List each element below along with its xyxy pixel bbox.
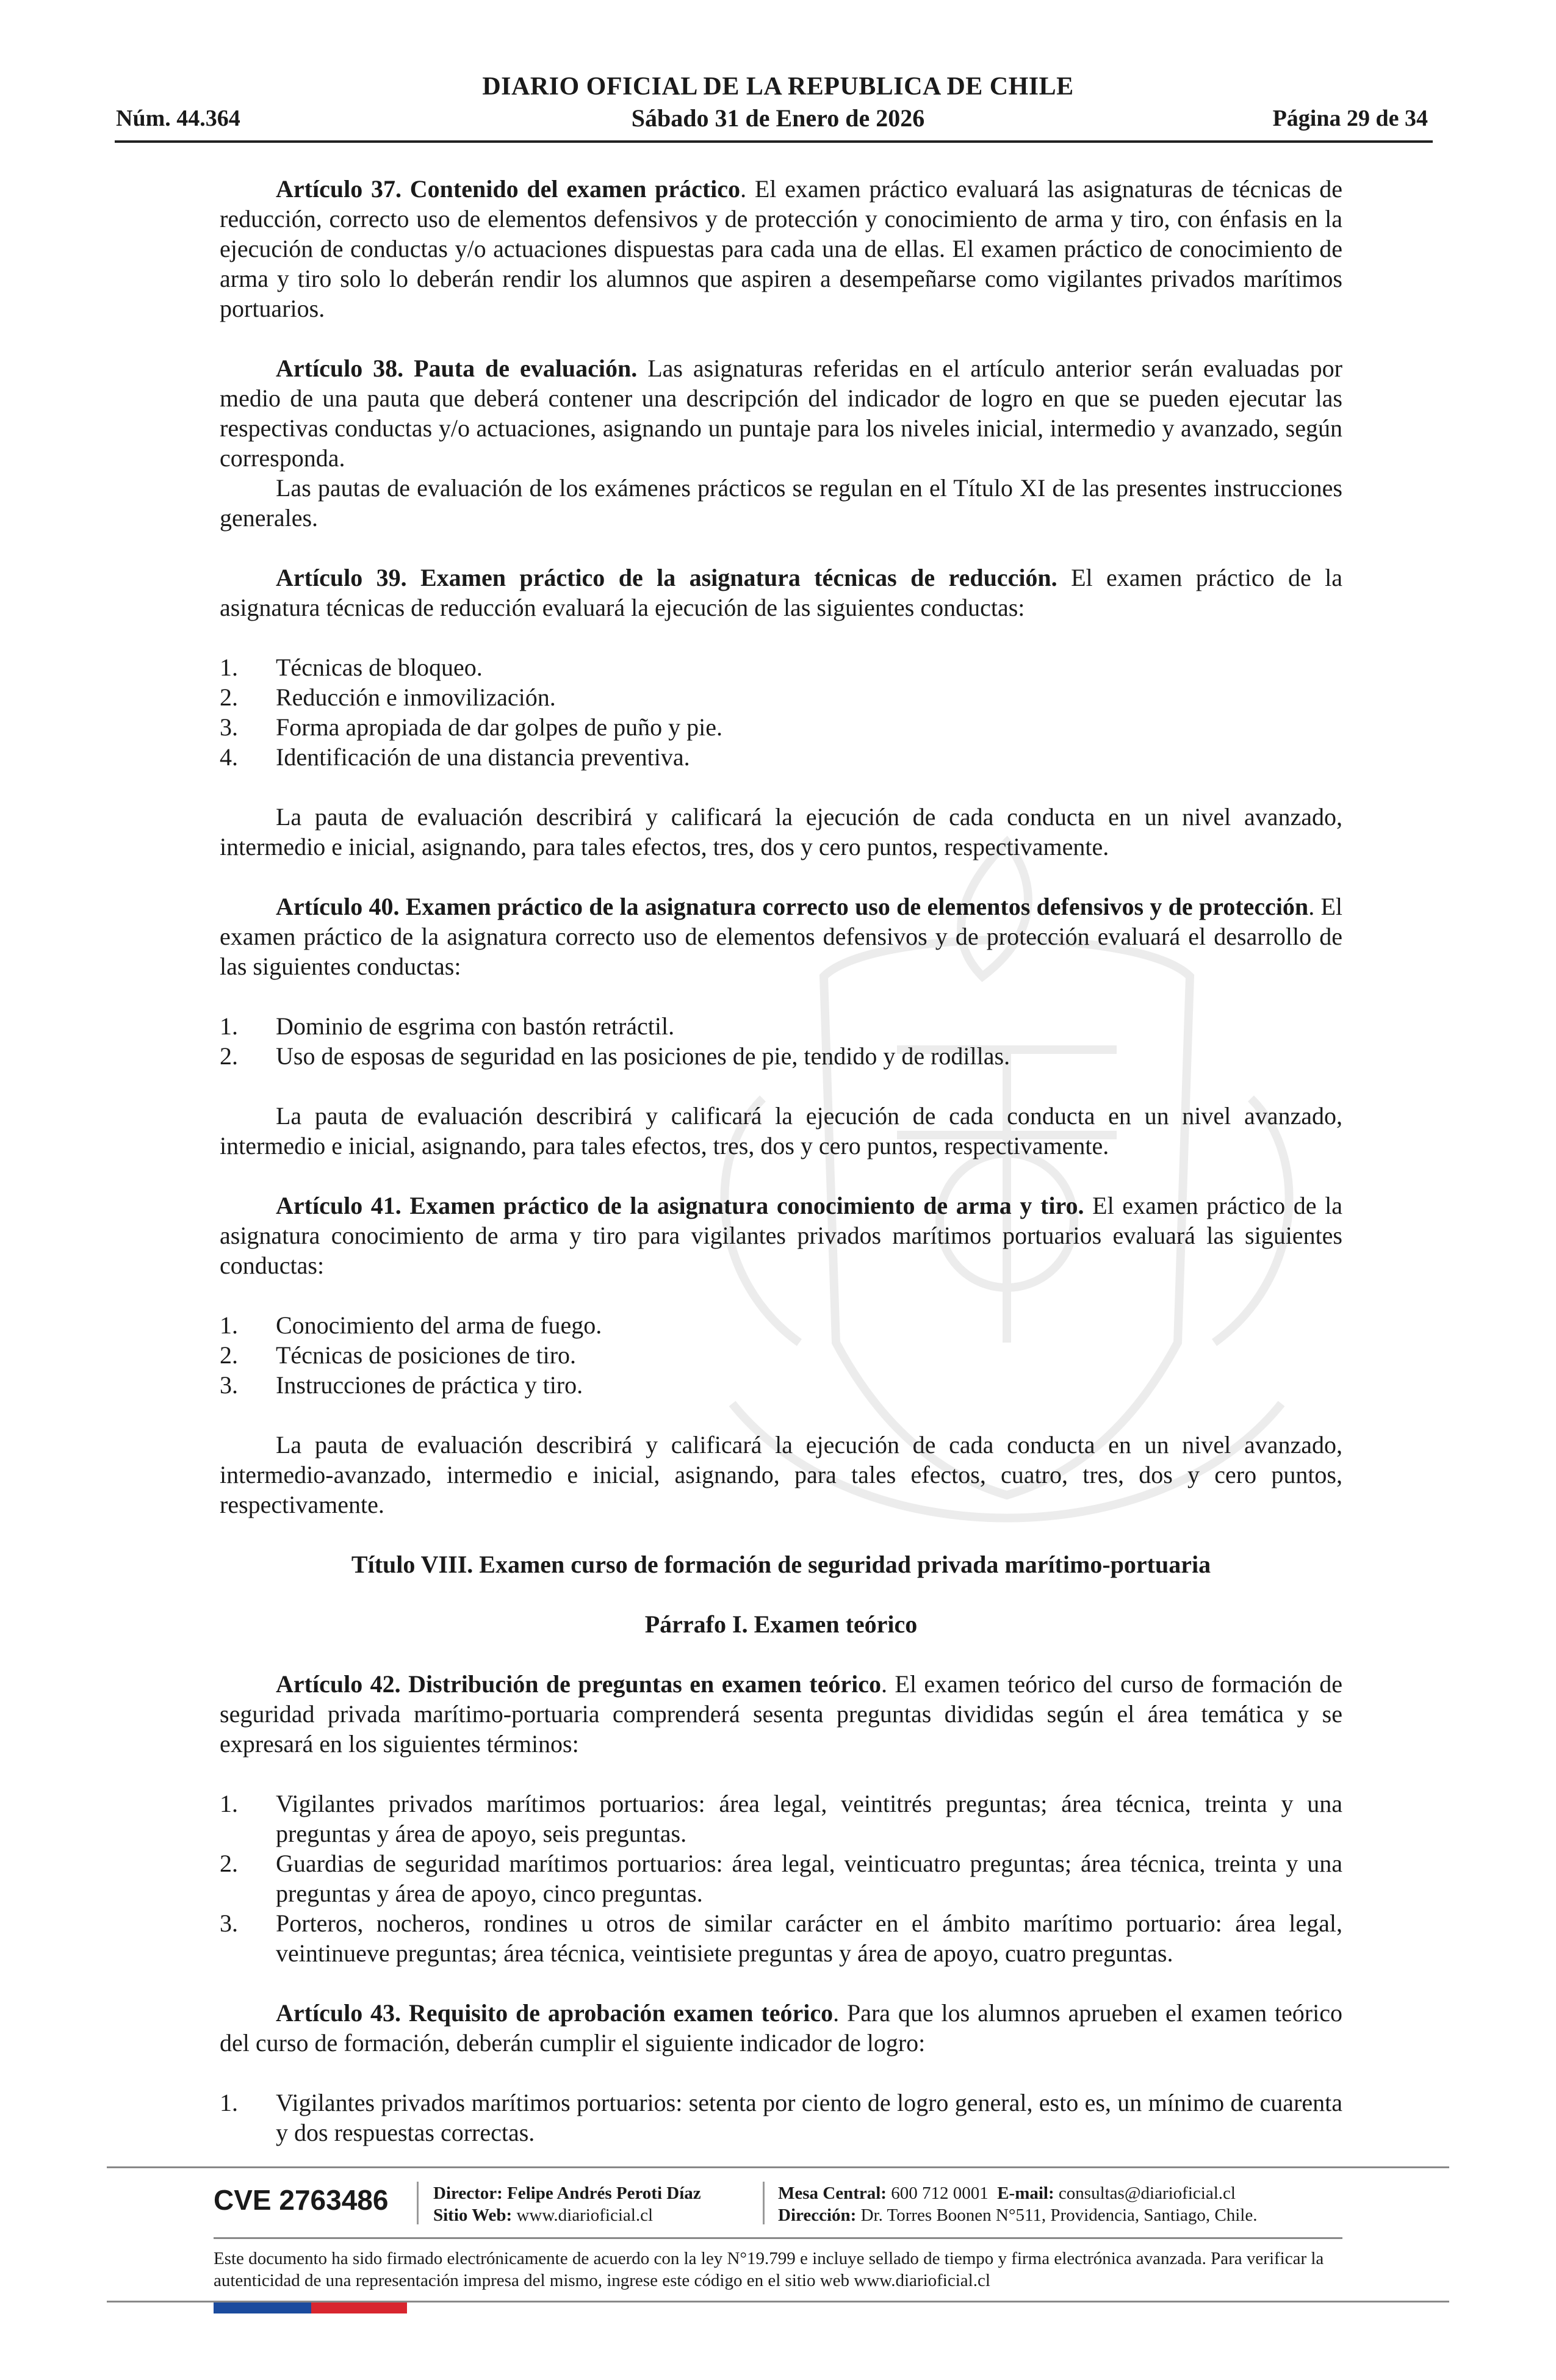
article-41-closing: La pauta de evaluación describirá y calificará la ejecución de cada conducta en un nivel avanzado, intermedio-avanzado, intermedio e inicial, asignando, para tales efectos, cuatro, tres, dos y cero puntos, respectivamente. — [220, 1431, 1342, 1518]
list-item — [220, 652, 1342, 682]
list-item — [220, 1908, 1342, 1968]
article-40-text: . El examen práctico de la asignatura correcto uso de elementos defensivos y de protección evaluará el desarrollo de las siguientes conductas: — [220, 893, 1343, 980]
article-42-list — [220, 1789, 1342, 1968]
list-item — [220, 1011, 1342, 1041]
list-number: 3. — [220, 713, 238, 741]
footer-director-block — [433, 2182, 701, 2226]
list-number: 1. — [220, 1311, 238, 1339]
list-number: 2. — [220, 1850, 238, 1877]
list-item — [220, 1370, 1342, 1400]
list-text: Reducción e inmovilización. — [276, 683, 556, 711]
article-40 — [220, 892, 1342, 981]
page-number: Página 29 de 34 — [1272, 106, 1428, 131]
document-body — [220, 174, 1342, 2147]
article-37-text: . El examen práctico evaluará las asignaturas de técnicas de reducción, correcto uso de elementos defensivos y de protección y conocimiento de arma y tiro, con énfasis en la ejecución de conductas y/o actuaciones dispuestas para cada una de ellas. El examen práctico de conocimiento de arma y tiro solo lo deberán rendir los alumnos que aspiren a desempeñarse como vigilantes privados marítimos portuarios. — [220, 175, 1342, 322]
article-41-heading: Artículo 41. Examen práctico de la asignatura conocimiento de arma y tiro. — [276, 1192, 1084, 1219]
article-42 — [220, 1669, 1342, 1759]
article-43-list — [220, 2088, 1342, 2147]
article-39-text: El examen práctico de la asignatura técnicas de reducción evaluará la ejecución de las siguientes conductas: — [220, 564, 1343, 621]
website-label: Sitio Web: — [433, 2205, 513, 2225]
list-text: Dominio de esgrima con bastón retráctil. — [276, 1012, 675, 1040]
list-text: Porteros, nocheros, rondines u otros de similar carácter en el ámbito marítimo portuario: área legal, veintinueve preguntas; área técnica, veintisiete preguntas y área de apoyo, cuatro preguntas. — [276, 1909, 1342, 1967]
address-value: Dr. Torres Boonen N°511, Providencia, Santiago, Chile. — [860, 2205, 1258, 2225]
article-39-closing: La pauta de evaluación describirá y calificará la ejecución de cada conducta en un nivel avanzado, intermedio e inicial, asignando, para tales efectos, tres, dos y cero puntos, respectivamente. — [220, 803, 1342, 860]
flag-stripe-blue — [214, 2302, 311, 2313]
email-link[interactable]: consultas@diarioficial.cl — [1058, 2183, 1236, 2203]
article-39-list — [220, 652, 1342, 772]
mesa-phone: 600 712 0001 — [891, 2183, 989, 2203]
list-item — [220, 1340, 1342, 1370]
list-number: 2. — [220, 683, 238, 711]
list-text: Guardias de seguridad marítimos portuarios: área legal, veinticuatro preguntas; área técnica, treinta y una preguntas y área de apoyo, cinco preguntas. — [276, 1850, 1342, 1907]
paragraph-i-heading: Párrafo I. Examen teórico — [644, 1610, 918, 1638]
article-41 — [220, 1191, 1342, 1280]
article-38-text2: Las pautas de evaluación de los exámenes prácticos se regulan en el Título XI de las presentes instrucciones generales. — [220, 474, 1342, 532]
list-number: 1. — [220, 654, 238, 681]
footer-contact-block — [778, 2182, 1257, 2226]
list-item — [220, 1041, 1342, 1071]
list-number: 3. — [220, 1909, 238, 1937]
list-item — [220, 2088, 1342, 2147]
list-text: Conocimiento del arma de fuego. — [276, 1311, 602, 1339]
article-39-heading: Artículo 39. Examen práctico de la asignatura técnicas de reducción. — [276, 564, 1057, 591]
article-38-text: Las asignaturas referidas en el artículo anterior serán evaluadas por medio de una pauta que deberá contener una descripción del indicador de logro en que se pueden ejecutar las respectivas conductas y/o actuaciones, asignando un puntaje para los niveles inicial, intermedio y avanzado, según corresponda. — [220, 355, 1342, 472]
article-42-heading: Artículo 42. Distribución de preguntas en examen teórico — [276, 1670, 881, 1698]
article-42-text: . El examen teórico del curso de formación de seguridad privada marítimo-portuaria comprenderá sesenta preguntas divididas según el área temática y se expresará en los siguientes términos: — [220, 1670, 1342, 1758]
list-text: Identificación de una distancia preventiva. — [276, 743, 690, 771]
list-item — [220, 1848, 1342, 1908]
address-label: Dirección: — [778, 2205, 857, 2225]
article-38-heading: Artículo 38. Pauta de evaluación. — [276, 355, 638, 382]
address-line — [778, 2204, 1257, 2226]
list-number: 2. — [220, 1341, 238, 1369]
director-line — [433, 2182, 701, 2204]
article-43-text: . Para que los alumnos aprueben el examen teórico del curso de formación, deberán cumplir el siguiente indicador de logro: — [220, 1999, 1342, 2057]
list-item — [220, 1789, 1342, 1848]
footer-divider-top — [107, 2166, 1449, 2168]
list-text: Forma apropiada de dar golpes de puño y pie. — [276, 713, 723, 741]
list-number: 4. — [220, 743, 238, 771]
list-number: 1. — [220, 1012, 238, 1040]
issue-number: Núm. 44.364 — [116, 106, 240, 131]
website-line — [433, 2204, 701, 2226]
issue-date: Sábado 31 de Enero de 2026 — [631, 104, 925, 132]
header-divider — [115, 140, 1433, 143]
list-item — [220, 712, 1342, 742]
article-38 — [220, 353, 1342, 473]
flag-stripe-red — [311, 2302, 407, 2313]
list-text: Instrucciones de práctica y tiro. — [276, 1371, 583, 1399]
list-number: 1. — [220, 2089, 238, 2116]
article-40-closing: La pauta de evaluación describirá y calificará la ejecución de cada conducta en un nivel avanzado, intermedio e inicial, asignando, para tales efectos, tres, dos y cero puntos, respectivamente. — [220, 1102, 1342, 1159]
list-text: Técnicas de posiciones de tiro. — [276, 1341, 577, 1369]
article-43 — [220, 1998, 1342, 2058]
contact-line — [778, 2182, 1257, 2204]
article-40-list — [220, 1011, 1342, 1071]
legal-notice: Este documento ha sido firmado electrónicamente de acuerdo con la ley N°19.799 e incluye sellado de tiempo y firma electrónica avanzada. Para verificar la autenticidad de una representación impresa del mismo, ingrese este código en el sitio web www.diarioficial.cl — [214, 2249, 1324, 2290]
article-41-text: El examen práctico de la asignatura conocimiento de arma y tiro para vigilantes privados marítimos portuarios evaluará las siguientes conductas: — [220, 1192, 1342, 1279]
list-item — [220, 742, 1342, 772]
cve-code: CVE 2763486 — [214, 2184, 389, 2216]
list-number: 3. — [220, 1371, 238, 1399]
list-number: 1. — [220, 1790, 238, 1817]
footer-separator — [417, 2182, 419, 2224]
list-item — [220, 1310, 1342, 1340]
director-label: Director: — [433, 2183, 503, 2203]
article-37 — [220, 174, 1342, 323]
list-text: Vigilantes privados marítimos portuarios: setenta por ciento de logro general, esto es, un mínimo de cuarenta y dos respuestas correctas. — [276, 2089, 1342, 2146]
list-item — [220, 682, 1342, 712]
article-37-heading: Artículo 37. Contenido del examen práctico — [276, 175, 741, 203]
list-text: Vigilantes privados marítimos portuarios: área legal, veintitrés preguntas; área técnica, treinta y una preguntas y área de apoyo, seis preguntas. — [276, 1790, 1342, 1847]
director-name: Felipe Andrés Peroti Díaz — [507, 2183, 701, 2203]
website-link[interactable]: www.diarioficial.cl — [516, 2205, 654, 2225]
footer-separator — [763, 2182, 765, 2224]
article-40-heading: Artículo 40. Examen práctico de la asignatura correcto uso de elementos defensivos y de protección — [276, 893, 1309, 920]
article-39 — [220, 563, 1342, 622]
list-number: 2. — [220, 1042, 238, 1070]
publication-title: DIARIO OFICIAL DE LA REPUBLICA DE CHILE — [482, 73, 1074, 101]
article-41-list — [220, 1310, 1342, 1400]
article-43-heading: Artículo 43. Requisito de aprobación examen teórico — [276, 1999, 834, 2027]
list-text: Uso de esposas de seguridad en las posiciones de pie, tendido y de rodillas. — [276, 1042, 1010, 1070]
title-viii-heading: Título VIII. Examen curso de formación de seguridad privada marítimo-portuaria — [351, 1551, 1211, 1578]
email-label: E-mail: — [997, 2183, 1054, 2203]
list-text: Técnicas de bloqueo. — [276, 654, 483, 681]
footer-divider-mid — [214, 2237, 1342, 2239]
mesa-label: Mesa Central: — [778, 2183, 887, 2203]
